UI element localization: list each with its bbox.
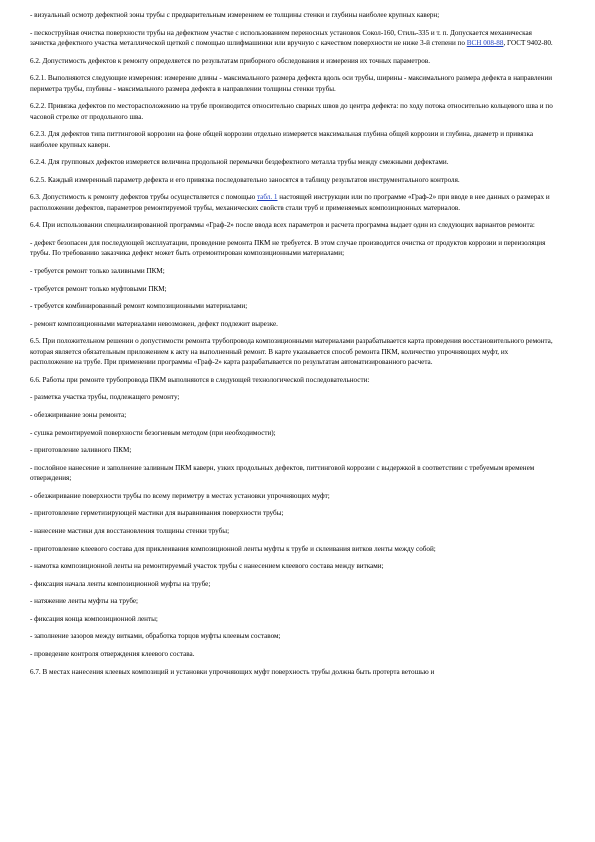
paragraph: 6.4. При использовании специализированной программы «Граф-2» после ввода всех параметров и расчета программа выдает один из следующих вариантов ремонта: [30,221,535,230]
paragraph: 6.2.4. Для групповых дефектов измеряется величина продольной перемычки бездефектного металла трубы между смежными дефектами. [30,158,449,167]
vsn-link[interactable]: ВСН 008-88 [466,39,504,47]
paragraph: - требуется ремонт только муфтовыми ПКМ; [30,284,167,293]
paragraph-text: 6.3. Допустимость к ремонту дефектов трубы осуществляется с помощью [30,193,257,202]
paragraph: - ремонт композиционными материалами невозможен, дефект подлежит вырезке. [30,319,278,328]
paragraph: - визуальный осмотр дефектной зоны трубы с предварительным измерением ее толщины стенки и глубины наиболее крупных каверн; [30,11,440,19]
paragraph [30,28,553,49]
paragraph: - приготовление заливного ПКМ; [30,446,132,455]
paragraph: - нанесение мастики для восстановления толщины стенки трубы; [30,526,230,535]
paragraph: 6.2.2. Привязка дефектов по месторасположению на трубе производится относительно сварных швов до центра дефекта: по ходу потока относительно кольцевого шва и по часовой стрелке от продольного шва. [30,102,553,121]
paragraph: - обезжиривание зоны ремонта; [30,410,127,419]
paragraph: 6.2.5. Каждый измеренный параметр дефекта и его привязка последовательно заносятся в таблицу результатов инструментального контроля. [30,175,460,184]
paragraph [30,192,553,213]
paragraph-text: , ГОСТ 9402-80. [503,39,553,47]
paragraph: 6.5. При положительном решении о допустимости ремонта трубопровода композиционными материалами разрабатывается карта проведения восстановительного ремонта, которая является обязательным приложением к акту на выполненный ремонт. В карте указывается способ ремонта ПКМ, количество упрочняющих муфт, их расположение на трубе. При применении программы «Граф-2» карта разрабатывается по результатам автоматизированного расчета. [30,337,553,367]
paragraph: - проведение контроля отверждения клеевого состава. [30,650,195,659]
paragraph-text: настоящей инструкции или по программе «Граф-2» при вводе в нее данных о размерах и расположении дефектов, параметров ремонтируемой трубы, механических свойств стали труб и применяемых композиционных материалов. [30,193,550,212]
paragraph: - сушка ремонтируемой поверхности безогневым методом (при необходимости); [30,428,276,437]
paragraph: - приготовление герметизирующей мастики для выравнивания поверхности трубы; [30,509,284,518]
paragraph: 6.2. Допустимость дефектов к ремонту определяется по результатам приборного обследования и измерения их точных параметров. [30,56,431,65]
paragraph: - обезжиривание поверхности трубы по всему периметру в местах установки упрочняющих муфт; [30,491,330,500]
paragraph: - фиксация начала ленты композиционной муфты на трубе; [30,579,211,588]
paragraph: - требуется комбинированный ремонт композиционными материалами; [30,302,248,311]
paragraph: - требуется ремонт только заливными ПКМ; [30,266,165,275]
paragraph: - послойное нанесение и заполнение заливным ПКМ каверн, узких продольных дефектов, питтинговой коррозии с выдержкой в соответствии с требуемым временем отверждения; [30,463,535,483]
paragraph: - разметка участка трубы, подлежащего ремонту; [30,393,180,402]
paragraph: - натяжение ленты муфты на трубе; [30,597,139,606]
paragraph: 6.6. Работы при ремонте трубопровода ПКМ выполняются в следующей технологической последовательности: [30,375,370,384]
paragraph: - заполнение зазоров между витками, обработка торцов муфты клеевым составом; [30,632,281,641]
paragraph: - намотка композиционной ленты на ремонтируемый участок трубы с нанесением клеевого состава между витками; [30,562,384,571]
paragraph: 6.2.3. Для дефектов типа питтинговой коррозии на фоне общей коррозии отдельно измеряется максимальная глубина общей коррозии и глубина, диаметр и привязка наиболее крупных каверн. [30,130,534,149]
paragraph: - фиксация конца композиционной ленты; [30,614,158,623]
paragraph: - дефект безопасен для последующей эксплуатации, проведение ремонта ПКМ не требуется. В этом случае производится очистка от продуктов коррозии и переизоляция трубы. По требованию заказчика дефект может быть отремонтирован композиционными материалами; [30,238,546,258]
paragraph: - приготовление клеевого состава для приклеивания композиционной ленты муфты к трубе и склеивания витков ленты между собой; [30,544,436,553]
table-1-link[interactable]: табл. 1 [256,193,278,202]
paragraph: 6.2.1. Выполняются следующие измерения: измерение длины - максимального размера дефекта вдоль оси трубы, ширины - максимального размера дефекта в направлении периметра трубы, глубины - максимального размера дефекта в направлении толщины стенки трубы. [30,74,553,93]
paragraph: 6.7. В местах нанесения клеевых композиций и установки упрочняющих муфт поверхность трубы должна быть протерта ветошью и [30,667,435,676]
paragraph-text: - пескоструйная очистка поверхности трубы на дефектном участке с использованием переносных установок Сокол-160, Стиль-335 и т. п. Допускается механическая зачистка дефектного участка металлической щеткой с помощью шлифмашинки или вручную с качеством поверхности не ниже 3-й степени по [30,28,532,47]
